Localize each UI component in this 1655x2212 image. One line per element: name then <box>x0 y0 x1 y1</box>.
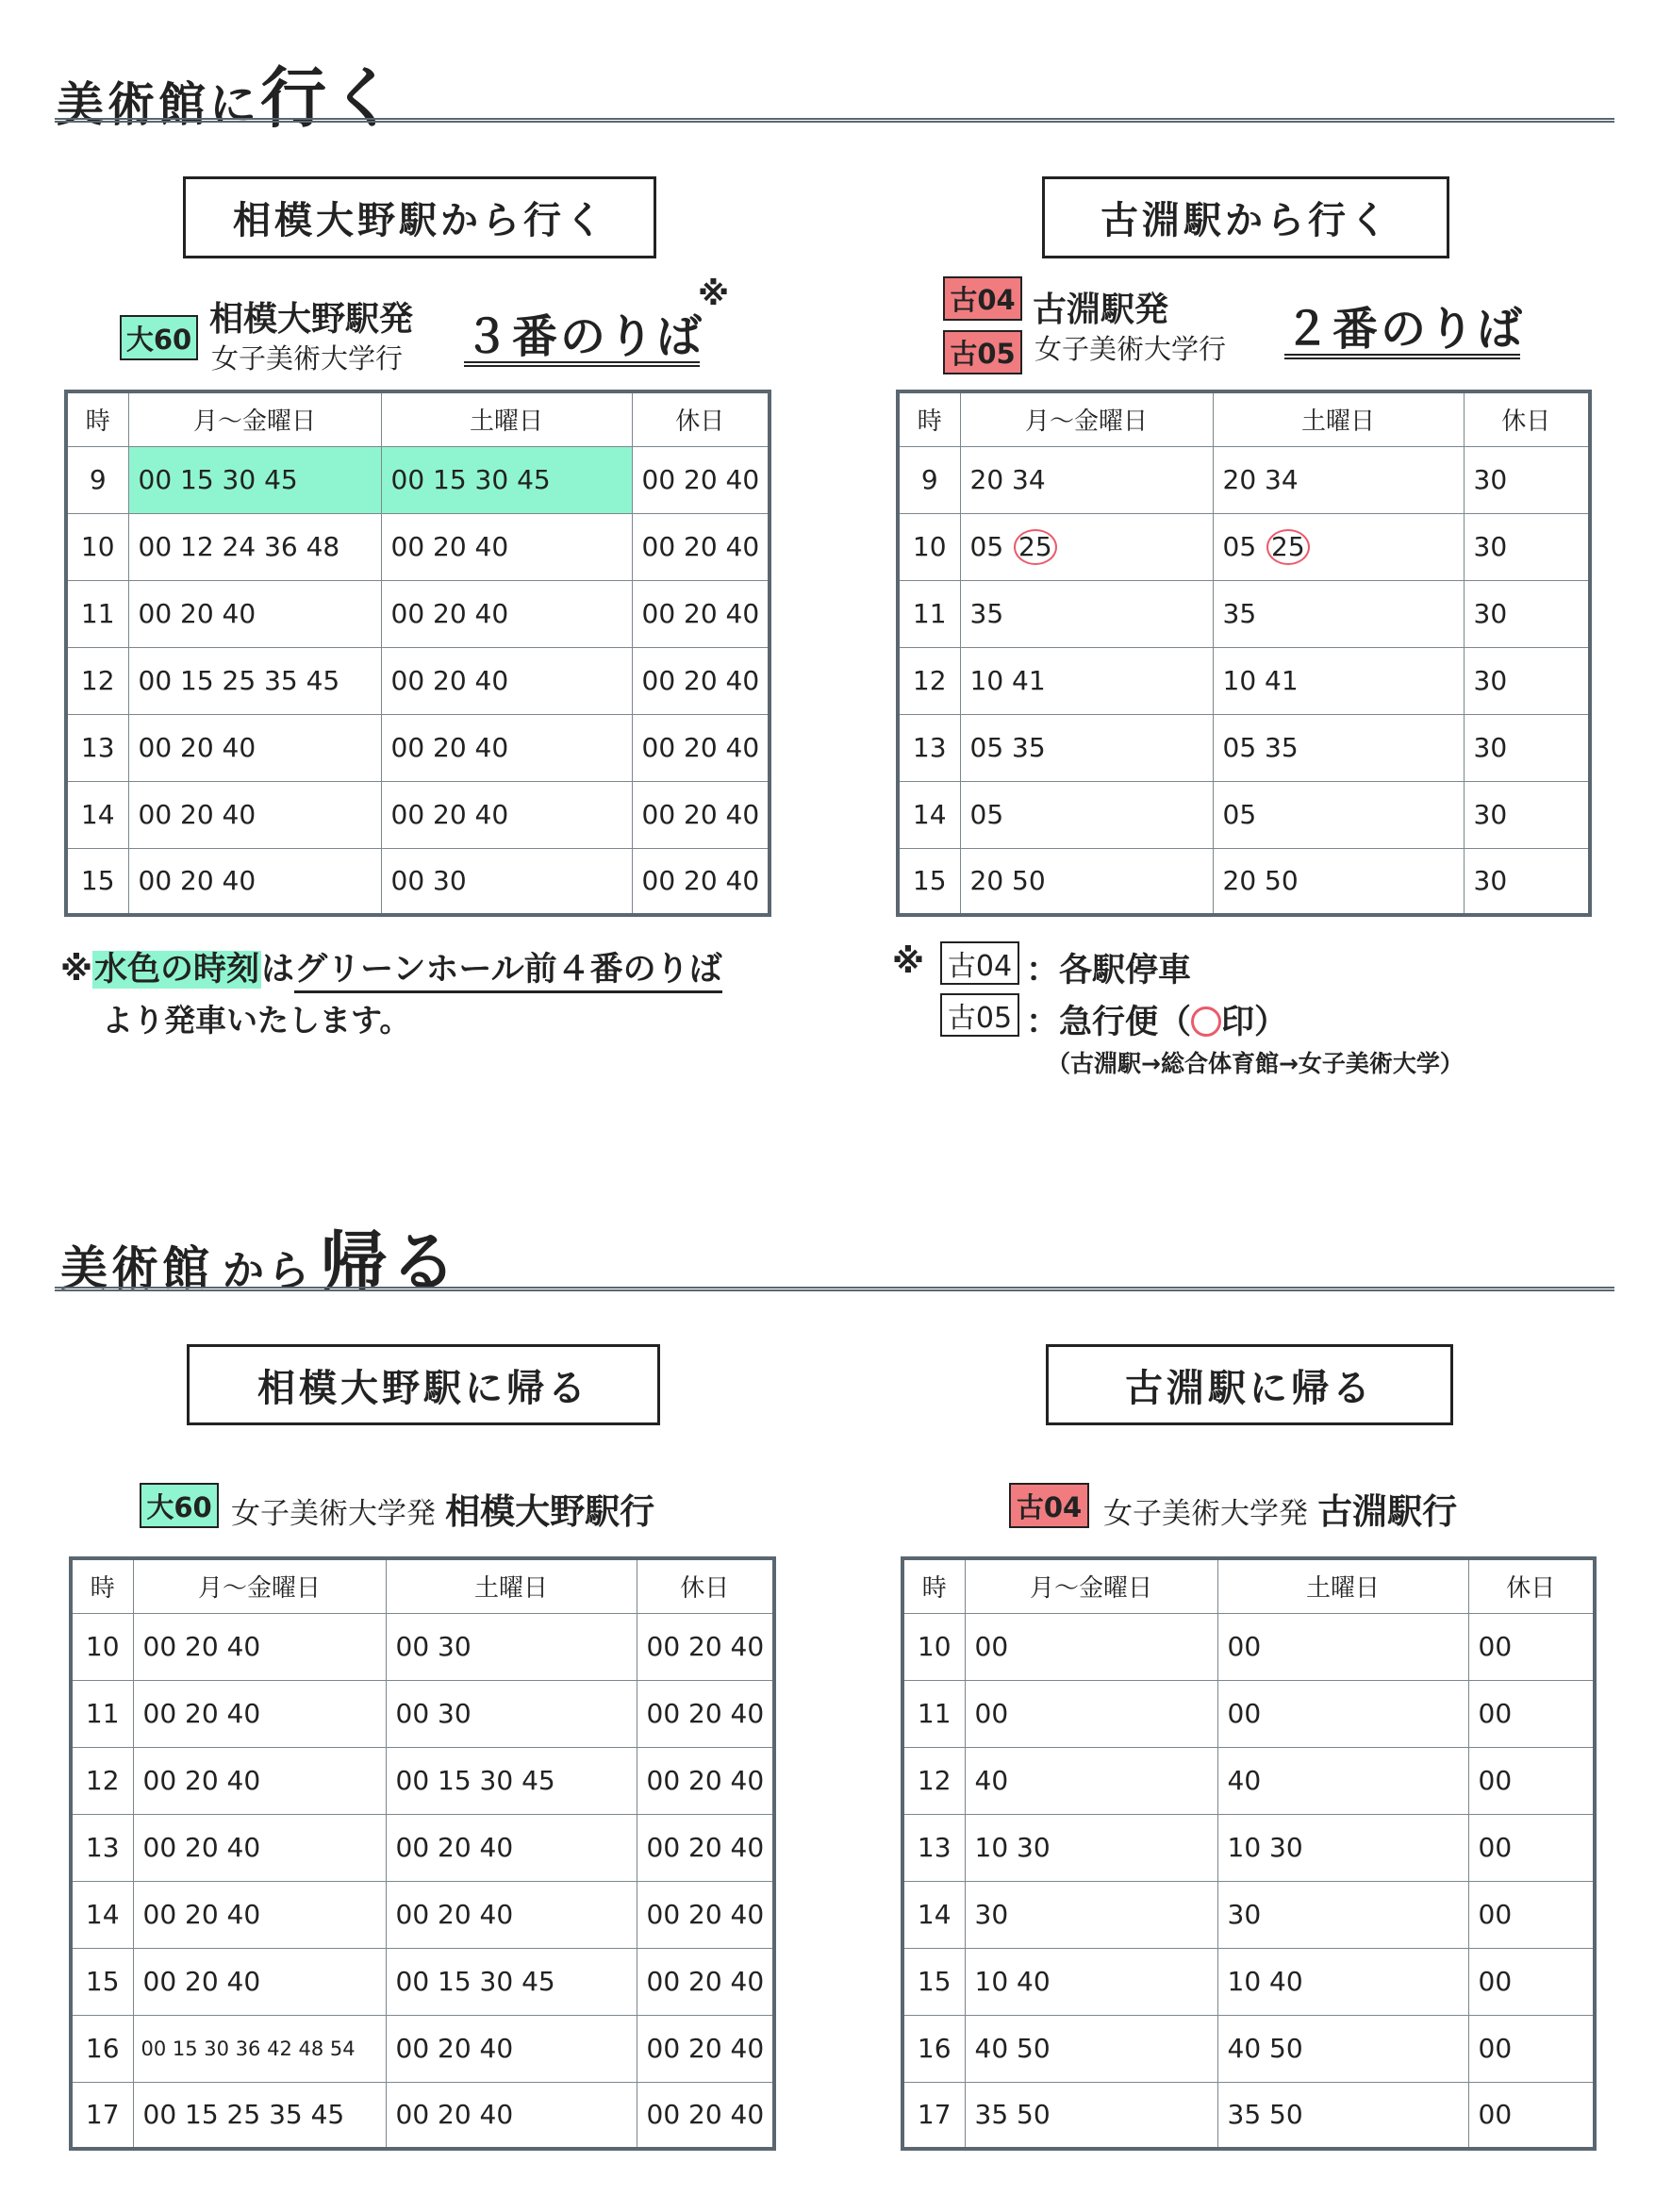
cell-holiday: 00 <box>1468 1881 1595 1948</box>
table-row <box>902 1747 1595 1814</box>
route-destination-kobuchi: 女子美術大学行 <box>1034 333 1227 365</box>
cell-hour: 15 <box>898 848 960 915</box>
table-row <box>66 513 770 580</box>
station-box-kobuchi-return: 古淵駅に帰る <box>1046 1344 1453 1425</box>
table-header-row <box>71 1558 774 1613</box>
cell-holiday: 00 <box>1468 1948 1595 2015</box>
header-saturday: 土曜日 <box>386 1558 637 1613</box>
cell-holiday: 00 20 40 <box>637 1814 774 1881</box>
cell-holiday: 00 20 40 <box>632 848 770 915</box>
cell-hour: 11 <box>71 1680 133 1747</box>
cell-saturday: 20 50 <box>1213 848 1464 915</box>
cell-weekday: 40 50 <box>965 2015 1217 2082</box>
cell-hour: 11 <box>898 580 960 647</box>
platform-sagami-underline <box>464 361 700 367</box>
station-box-sagami-go: 相模大野駅から行く <box>183 176 656 258</box>
cell-saturday: 00 20 40 <box>381 714 632 781</box>
station-box-kobuchi-go: 古淵駅から行く <box>1042 176 1449 258</box>
legend-ko05-text-a: ：急行便（ <box>1026 1004 1192 1041</box>
cell-holiday: 00 20 40 <box>632 781 770 848</box>
cell-holiday: 00 20 40 <box>632 446 770 513</box>
cell-saturday: 00 20 40 <box>386 1814 637 1881</box>
cell-hour: 9 <box>898 446 960 513</box>
cell-hour: 17 <box>902 2082 965 2149</box>
cell-hour: 16 <box>71 2015 133 2082</box>
cell-holiday: 30 <box>1464 781 1590 848</box>
route-badge-dai60-return: 大60 <box>140 1483 219 1528</box>
cell-holiday: 00 20 40 <box>637 1613 774 1680</box>
table-row <box>898 848 1590 915</box>
cell-hour: 13 <box>71 1814 133 1881</box>
cell-holiday: 00 <box>1468 1814 1595 1881</box>
table-header-row <box>898 391 1590 446</box>
table-row <box>71 1747 774 1814</box>
table-row <box>71 1881 774 1948</box>
time-regular: 05 <box>1222 530 1257 562</box>
cell-weekday: 00 20 40 <box>133 1881 386 1948</box>
route-origin-sagami: 相模大野駅発 <box>209 300 414 339</box>
cell-holiday: 00 20 40 <box>637 1948 774 2015</box>
cell-weekday: 20 34 <box>960 446 1213 513</box>
table-row <box>66 848 770 915</box>
header-weekday: 月～金曜日 <box>965 1558 1217 1613</box>
table-row <box>898 513 1590 580</box>
header-hour: 時 <box>66 391 128 446</box>
header-weekday: 月～金曜日 <box>960 391 1213 446</box>
cell-hour: 14 <box>66 781 128 848</box>
route-kobuchi-return-origin: 女子美術大学発 <box>1103 1497 1308 1531</box>
cell-saturday: 00 30 <box>386 1613 637 1680</box>
cell-saturday: 00 20 40 <box>381 647 632 714</box>
cell-saturday: 00 30 <box>386 1680 637 1747</box>
go-section-rule <box>55 118 1614 123</box>
cell-weekday: 35 50 <box>965 2082 1217 2149</box>
cell-holiday: 00 20 40 <box>637 2015 774 2082</box>
cell-hour: 12 <box>902 1747 965 1814</box>
cell-holiday: 30 <box>1464 446 1590 513</box>
cell-weekday: 40 <box>965 1747 1217 1814</box>
cell-weekday: 00 20 40 <box>128 848 381 915</box>
cell-holiday: 00 <box>1468 2082 1595 2149</box>
cell-holiday: 00 <box>1468 1747 1595 1814</box>
cell-hour: 10 <box>71 1613 133 1680</box>
route-badge-ko04: 古04 <box>943 276 1022 321</box>
cell-hour: 15 <box>66 848 128 915</box>
table-row <box>71 1814 774 1881</box>
cell-holiday: 00 <box>1468 1680 1595 1747</box>
cell-weekday: 10 41 <box>960 647 1213 714</box>
legend-ko05-sub: （古淵駅→総合体育館→女子美術大学） <box>1047 1050 1464 1077</box>
cell-hour: 15 <box>71 1948 133 2015</box>
station-box-sagami-return: 相模大野駅に帰る <box>187 1344 660 1425</box>
note-ha: は <box>261 951 295 989</box>
header-holiday: 休日 <box>1468 1558 1595 1613</box>
cell-weekday: 05 35 <box>960 714 1213 781</box>
express-circle-icon <box>1191 1006 1221 1037</box>
table-row <box>66 714 770 781</box>
cell-hour: 14 <box>71 1881 133 1948</box>
cell-saturday: 00 20 40 <box>386 2082 637 2149</box>
cell-hour: 12 <box>66 647 128 714</box>
cell-weekday: 00 20 40 <box>128 580 381 647</box>
cell-saturday: 30 <box>1217 1881 1468 1948</box>
table-row <box>71 1613 774 1680</box>
cell-holiday: 00 <box>1468 2015 1595 2082</box>
note-sagami-line1 <box>60 943 722 990</box>
platform-kobuchi: ２番のりば <box>1284 303 1526 356</box>
time-express: 25 <box>1014 529 1057 565</box>
cell-weekday: 00 20 40 <box>133 1747 386 1814</box>
legend-mark: ※ <box>892 943 925 981</box>
cell-weekday: 00 15 30 36 42 48 54 <box>133 2015 386 2082</box>
cell-saturday: 20 34 <box>1213 446 1464 513</box>
cell-holiday: 00 20 40 <box>632 513 770 580</box>
legend-ko05-text-b: 印） <box>1221 1004 1288 1041</box>
cell-hour: 17 <box>71 2082 133 2149</box>
platform-kobuchi-underline <box>1284 354 1520 359</box>
cell-saturday: 10 41 <box>1213 647 1464 714</box>
table-header-row <box>902 1558 1595 1613</box>
header-hour: 時 <box>898 391 960 446</box>
table-row <box>66 446 770 513</box>
route-badge-dai60: 大60 <box>120 315 198 360</box>
table-row <box>898 781 1590 848</box>
route-badge-ko05: 古05 <box>943 330 1022 374</box>
header-holiday: 休日 <box>637 1558 774 1613</box>
cell-weekday: 00 20 40 <box>133 1948 386 2015</box>
legend-ko04-text: ：各駅停車 <box>1026 952 1192 990</box>
route-sagami-return-destination: 相模大野駅行 <box>445 1491 655 1532</box>
return-title-small2: から <box>223 1247 313 1295</box>
cell-weekday: 00 15 30 45 <box>128 446 381 513</box>
cell-holiday: 00 20 40 <box>632 647 770 714</box>
cell-weekday: 30 <box>965 1881 1217 1948</box>
legend-ko05-text <box>1026 996 1287 1043</box>
platform-sagami: ３番のりば <box>464 310 705 363</box>
table-row <box>898 580 1590 647</box>
cell-hour: 11 <box>902 1680 965 1747</box>
table-row <box>71 2082 774 2149</box>
cell-hour: 15 <box>902 1948 965 2015</box>
table-row <box>902 1881 1595 1948</box>
table-header-row <box>66 391 770 446</box>
timetable-sagami-return <box>69 1556 776 2151</box>
cell-hour: 10 <box>898 513 960 580</box>
table-row <box>898 714 1590 781</box>
cell-hour: 13 <box>66 714 128 781</box>
cell-weekday: 10 40 <box>965 1948 1217 2015</box>
cell-weekday <box>960 513 1213 580</box>
table-row <box>902 1814 1595 1881</box>
cell-weekday: 00 12 24 36 48 <box>128 513 381 580</box>
go-title-small: 美術館に <box>57 77 260 132</box>
table-row <box>902 1948 1595 2015</box>
header-hour: 時 <box>902 1558 965 1613</box>
route-sagami-return <box>231 1483 654 1534</box>
note-sagami-line2: より発車いたします。 <box>102 1002 411 1039</box>
table-row <box>66 580 770 647</box>
note-underlined: グリーンホール前４番のりば <box>294 951 722 993</box>
cell-saturday: 00 20 40 <box>381 781 632 848</box>
cell-holiday: 00 20 40 <box>637 1881 774 1948</box>
table-row <box>71 1948 774 2015</box>
return-title-big: 帰る <box>321 1223 460 1301</box>
legend-badge-ko04: 古04 <box>940 941 1019 985</box>
cell-weekday: 00 15 25 35 45 <box>128 647 381 714</box>
cell-saturday: 00 20 40 <box>386 2015 637 2082</box>
time-regular: 05 <box>969 530 1004 562</box>
cell-holiday: 00 20 40 <box>632 580 770 647</box>
platform-note-mark: ※ <box>698 275 730 313</box>
cell-holiday: 30 <box>1464 714 1590 781</box>
cell-saturday: 00 <box>1217 1680 1468 1747</box>
cell-saturday: 00 <box>1217 1613 1468 1680</box>
legend-badge-ko05: 古05 <box>940 993 1019 1037</box>
cell-hour: 14 <box>902 1881 965 1948</box>
cell-saturday: 00 20 40 <box>381 580 632 647</box>
cell-saturday: 00 15 30 45 <box>386 1747 637 1814</box>
cell-weekday: 00 20 40 <box>133 1613 386 1680</box>
timetable-kobuchi-go <box>896 390 1592 917</box>
cell-saturday: 05 35 <box>1213 714 1464 781</box>
cell-weekday: 00 20 40 <box>128 781 381 848</box>
cell-holiday: 30 <box>1464 580 1590 647</box>
cell-hour: 14 <box>898 781 960 848</box>
table-row <box>898 446 1590 513</box>
route-origin-kobuchi: 古淵駅発 <box>1033 291 1169 329</box>
cell-saturday <box>1213 513 1464 580</box>
time-express: 25 <box>1266 529 1310 565</box>
cell-holiday: 30 <box>1464 848 1590 915</box>
cell-holiday: 00 20 40 <box>637 2082 774 2149</box>
cell-weekday: 00 <box>965 1680 1217 1747</box>
table-row <box>902 2015 1595 2082</box>
cell-holiday: 00 20 40 <box>632 714 770 781</box>
note-mark: ※ <box>60 951 93 989</box>
cell-weekday: 00 20 40 <box>133 1814 386 1881</box>
cell-hour: 10 <box>66 513 128 580</box>
table-row <box>66 647 770 714</box>
table-row <box>902 1613 1595 1680</box>
table-row <box>902 2082 1595 2149</box>
timetable-kobuchi-return <box>901 1556 1597 2151</box>
cell-saturday: 10 40 <box>1217 1948 1468 2015</box>
route-kobuchi-return <box>1103 1483 1457 1534</box>
table-row <box>71 2015 774 2082</box>
cell-hour: 16 <box>902 2015 965 2082</box>
note-highlight: 水色の時刻 <box>94 951 260 989</box>
cell-weekday: 05 <box>960 781 1213 848</box>
header-saturday: 土曜日 <box>1213 391 1464 446</box>
header-hour: 時 <box>71 1558 133 1613</box>
route-kobuchi-return-destination: 古淵駅行 <box>1317 1491 1458 1532</box>
cell-saturday: 40 50 <box>1217 2015 1468 2082</box>
cell-saturday: 00 15 30 45 <box>386 1948 637 2015</box>
return-section-rule <box>55 1287 1614 1291</box>
cell-hour: 11 <box>66 580 128 647</box>
cell-saturday: 35 50 <box>1217 2082 1468 2149</box>
cell-holiday: 00 20 40 <box>637 1747 774 1814</box>
cell-holiday: 00 <box>1468 1613 1595 1680</box>
table-row <box>66 781 770 848</box>
route-badge-ko04-return: 古04 <box>1009 1483 1089 1528</box>
header-saturday: 土曜日 <box>381 391 632 446</box>
cell-saturday: 10 30 <box>1217 1814 1468 1881</box>
header-weekday: 月～金曜日 <box>133 1558 386 1613</box>
cell-weekday: 20 50 <box>960 848 1213 915</box>
header-holiday: 休日 <box>1464 391 1590 446</box>
return-title-small1: 美術館 <box>60 1241 213 1296</box>
cell-hour: 12 <box>71 1747 133 1814</box>
cell-hour: 13 <box>902 1814 965 1881</box>
table-row <box>71 1680 774 1747</box>
cell-holiday: 00 20 40 <box>637 1680 774 1747</box>
cell-saturday: 00 15 30 45 <box>381 446 632 513</box>
cell-weekday: 00 15 25 35 45 <box>133 2082 386 2149</box>
timetable-sagami-go <box>64 390 771 917</box>
cell-saturday: 00 20 40 <box>386 1881 637 1948</box>
header-saturday: 土曜日 <box>1217 1558 1468 1613</box>
table-row <box>902 1680 1595 1747</box>
cell-hour: 9 <box>66 446 128 513</box>
go-title-big: 行く <box>260 59 400 137</box>
cell-saturday: 00 20 40 <box>381 513 632 580</box>
cell-saturday: 40 <box>1217 1747 1468 1814</box>
cell-weekday: 00 <box>965 1613 1217 1680</box>
cell-weekday: 00 20 40 <box>128 714 381 781</box>
header-weekday: 月～金曜日 <box>128 391 381 446</box>
cell-holiday: 30 <box>1464 513 1590 580</box>
table-row <box>898 647 1590 714</box>
go-section-title <box>57 45 400 141</box>
cell-hour: 13 <box>898 714 960 781</box>
cell-weekday: 00 20 40 <box>133 1680 386 1747</box>
cell-hour: 12 <box>898 647 960 714</box>
cell-saturday: 35 <box>1213 580 1464 647</box>
header-holiday: 休日 <box>632 391 770 446</box>
route-destination-sagami: 女子美術大学行 <box>211 342 404 374</box>
cell-weekday: 35 <box>960 580 1213 647</box>
cell-hour: 10 <box>902 1613 965 1680</box>
cell-saturday: 00 30 <box>381 848 632 915</box>
cell-weekday: 10 30 <box>965 1814 1217 1881</box>
cell-holiday: 30 <box>1464 647 1590 714</box>
route-sagami-return-origin: 女子美術大学発 <box>231 1497 436 1531</box>
cell-saturday: 05 <box>1213 781 1464 848</box>
